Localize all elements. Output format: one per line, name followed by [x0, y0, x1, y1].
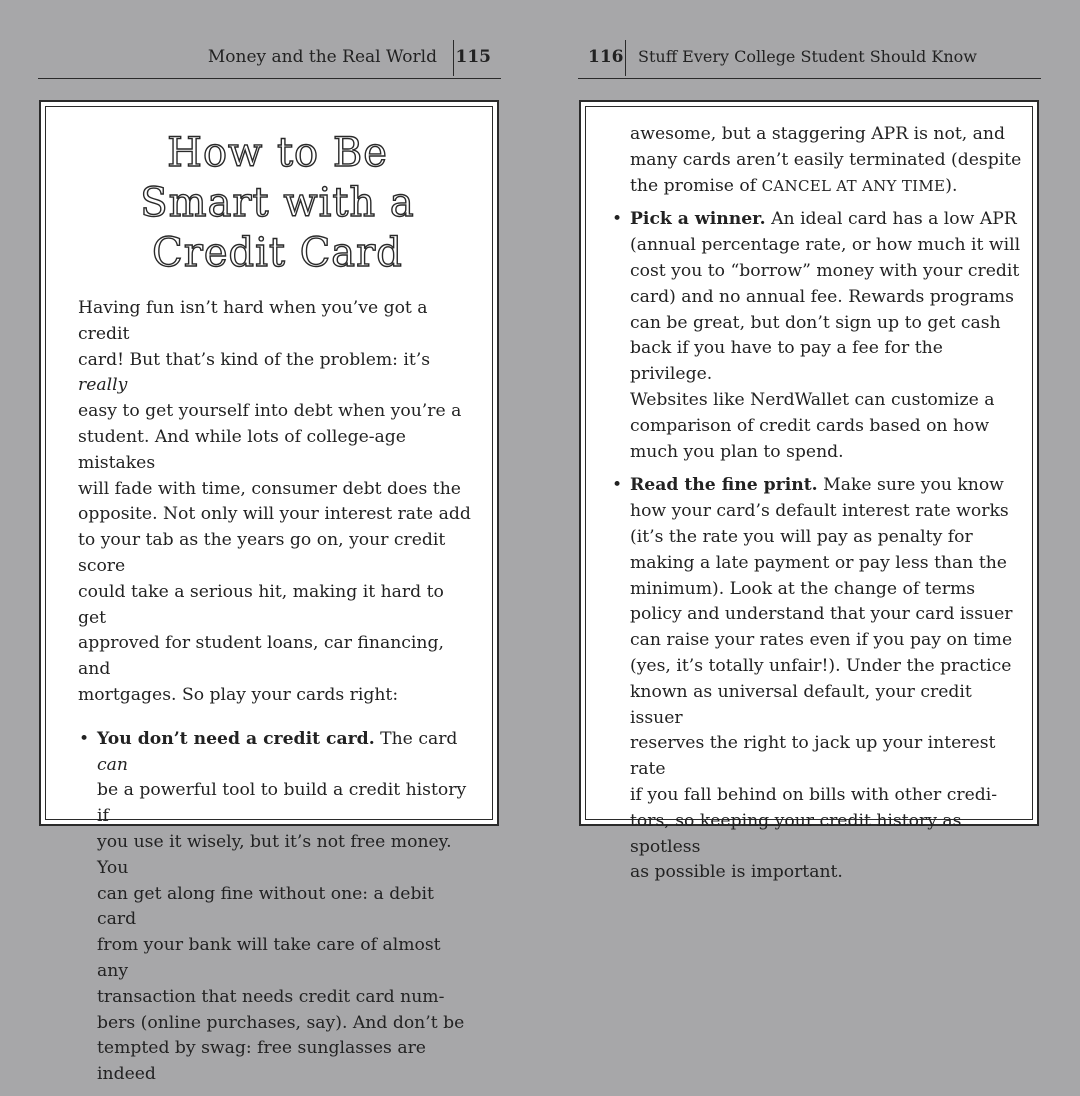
tip-pick-a-winner — [611, 207, 1023, 465]
tip-line: cost you to “borrow” money with your credit — [630, 260, 1020, 281]
right-running-title: Stuff Every College Student Should Know — [638, 47, 977, 66]
continued-line: many cards aren’t easily terminated (despite — [630, 149, 1022, 170]
left-page-number: 115 — [455, 47, 491, 67]
bullet-dot: • — [612, 209, 623, 230]
tip-emphasis: can — [97, 754, 128, 775]
tip-read-fine-print — [611, 473, 1023, 886]
left-content — [78, 120, 477, 1096]
right-header-separator — [625, 40, 626, 76]
tip-text: Make sure you know — [817, 475, 1004, 496]
bullet-dot: • — [79, 728, 90, 749]
left-page — [0, 0, 520, 1085]
tip-line: policy and understand that your card issuer — [630, 604, 1013, 625]
tip-line: (it’s the rate you will pay as penalty for — [630, 526, 973, 547]
right-content — [611, 122, 1023, 894]
continued-line: the promise of — [630, 175, 762, 196]
continued-end: ). — [945, 175, 958, 196]
intro-paragraph — [78, 296, 477, 709]
right-page-number: 116 — [588, 47, 624, 67]
chapter-title-line-3: Credit Card — [152, 230, 403, 276]
tip-no-card-needed — [78, 727, 477, 1088]
intro-line: to your tab as the years go on, your credit score — [78, 530, 446, 576]
tip-line: reserves the right to jack up your interest rate — [630, 733, 996, 780]
tip-line: Websites like NerdWallet can customize a — [630, 389, 995, 410]
tips-list-left — [78, 727, 477, 1088]
intro-line: could take a serious hit, making it hard to get — [78, 581, 444, 628]
tip-line: back if you have to pay a fee for the privilege. — [630, 338, 943, 385]
tip-line: making a late payment or pay less than the — [630, 552, 1007, 573]
left-running-head — [38, 38, 501, 79]
tip-heading: You don’t need a credit card. — [97, 728, 375, 749]
tip-line: card) and no annual fee. Rewards programs — [630, 286, 1014, 307]
right-text-frame — [579, 100, 1039, 883]
intro-line: opposite. Not only will your interest rate add — [78, 504, 471, 525]
intro-line: Having fun isn’t hard when you’ve got a credit — [78, 298, 428, 344]
tip-text: The card — [374, 728, 458, 749]
tip-line: minimum). Look at the change of terms — [630, 578, 976, 599]
chapter-title-line-1: How to Be — [167, 130, 388, 176]
tip-heading: Read the fine print. — [630, 475, 818, 496]
intro-line: will fade with time, consumer debt does the — [78, 478, 461, 499]
tip-line: if you fall behind on bills with other credi- — [630, 784, 998, 805]
chapter-title-line-2: Smart with a — [140, 180, 415, 226]
tip-line: as possible is important. — [630, 862, 843, 883]
left-header-separator — [453, 40, 454, 76]
chapter-title — [78, 120, 477, 278]
tip-line: can raise your rates even if you pay on time — [630, 630, 1013, 651]
continued-paragraph — [611, 122, 1023, 199]
tip-line: comparison of credit cards based on how — [630, 415, 990, 436]
tip-line: tempted by swag: free sunglasses are indeed — [97, 1038, 426, 1085]
intro-line: student. And while lots of college-age mistakes — [78, 426, 406, 473]
tip-text: An ideal card has a low APR — [765, 209, 1017, 230]
tip-line: transaction that needs credit card num- — [97, 986, 445, 1007]
tip-line: (annual percentage rate, or how much it will — [630, 235, 1021, 256]
tip-line: how your card’s default interest rate works — [630, 501, 1009, 522]
right-page — [540, 0, 1060, 894]
bullet-dot: • — [612, 475, 623, 496]
tip-line: much you plan to spend. — [630, 441, 844, 462]
continued-line: awesome, but a staggering APR is not, and — [630, 124, 1005, 144]
tip-line: (yes, it’s totally unfair!). Under the practice — [630, 655, 1012, 676]
right-running-head — [578, 38, 1041, 79]
tip-line: be a powerful tool to build a credit history if — [97, 780, 467, 827]
cancel-notice: CANCEL AT ANY TIME — [761, 176, 946, 195]
tip-line: you use it wisely, but it’s not free money. You — [97, 831, 452, 878]
intro-line: easy to get yourself into debt when you’re a — [78, 401, 462, 422]
tip-heading: Pick a winner. — [630, 209, 766, 230]
tip-line: can get along fine without one: a debit card — [97, 883, 434, 930]
tip-line: known as universal default, your credit issuer — [630, 681, 972, 728]
left-text-frame — [39, 100, 499, 1085]
intro-line: approved for student loans, car financing, and — [78, 633, 444, 680]
tips-list-right — [611, 207, 1023, 886]
tip-line: from your bank will take care of almost any — [97, 935, 441, 981]
intro-line: card! But that’s kind of the problem: it’s — [78, 349, 431, 370]
tip-line: bers (online purchases, say). And don’t be — [97, 1012, 465, 1033]
left-running-title: Money and the Real World — [207, 47, 437, 67]
intro-emphasis: really — [78, 375, 128, 396]
tip-line: can be great, but don’t sign up to get cash — [630, 312, 1001, 333]
tip-line: tors, so keeping your credit history as spotless — [630, 810, 962, 857]
intro-line: mortgages. So play your cards right: — [78, 684, 399, 705]
